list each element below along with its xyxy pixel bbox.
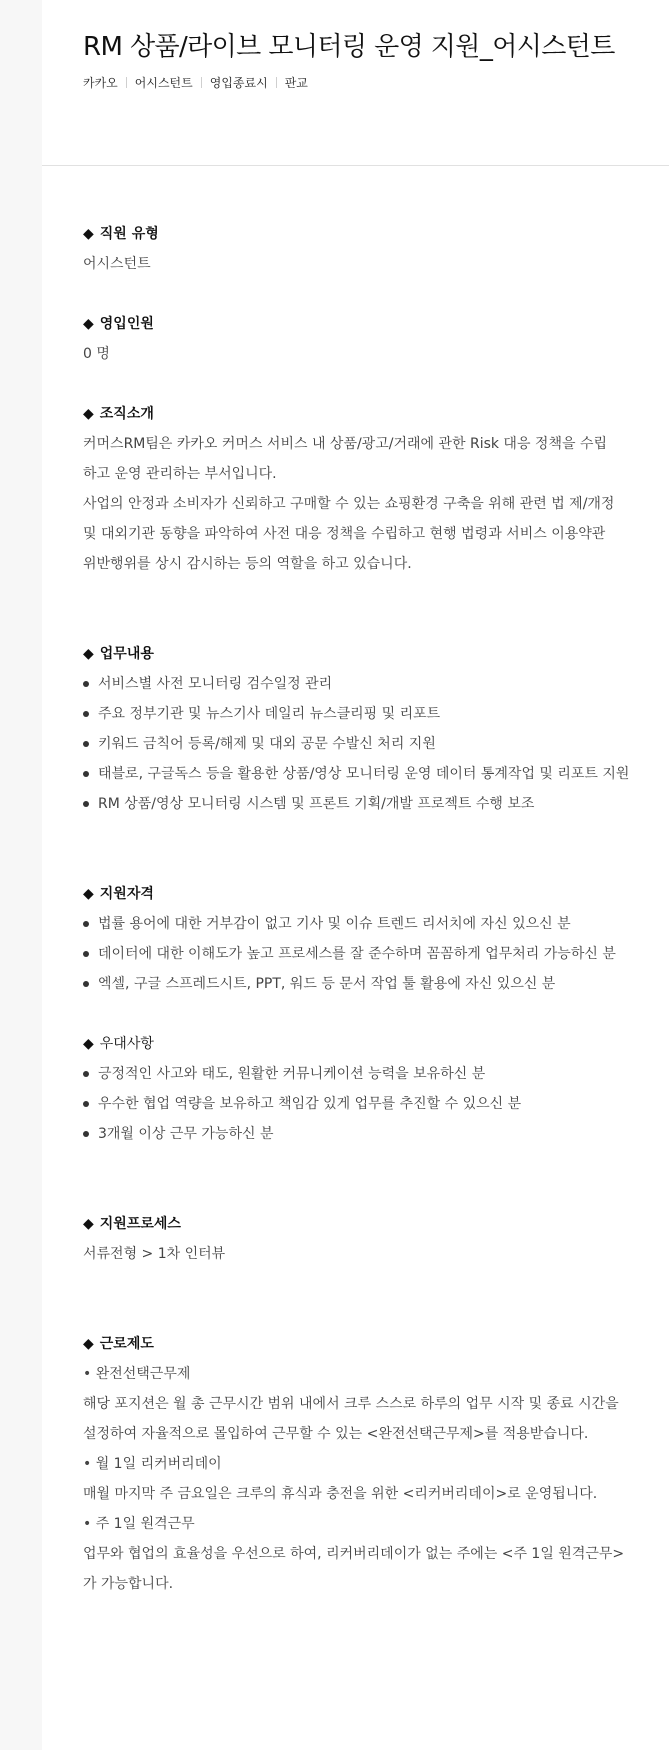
list-item: 엑셀, 구글 스프레드시트, PPT, 워드 등 문서 작업 툴 활용에 자신 있으신 분	[83, 969, 639, 999]
list-item: 태블로, 구글독스 등을 활용한 상품/영상 모니터링 운영 데이터 통계작업 및 리포트 지원	[83, 759, 639, 789]
section-title: ◆ 우대사항	[83, 1036, 154, 1052]
list-item: 우수한 협업 역량을 보유하고 책임감 있게 업무를 추진할 수 있으신 분	[83, 1089, 639, 1119]
headcount-value: 0 명	[83, 346, 110, 362]
org-intro-line: 커머스RM팀은 카카오 커머스 서비스 내 상품/광고/거래에 관한 Risk 대응 정책을 수립	[83, 436, 608, 452]
diamond-icon: ◆	[83, 1036, 94, 1052]
org-intro-line: 사업의 안정과 소비자가 신뢰하고 구매할 수 있는 쇼핑환경 구축을 위해 관련 법 제/개정	[83, 496, 615, 512]
job-description	[42, 166, 669, 1599]
deadline-tag: 영입종료시	[209, 76, 268, 90]
diamond-icon: ◆	[83, 226, 94, 242]
section-org-intro	[83, 399, 639, 579]
section-title: ◆ 업무내용	[83, 646, 154, 662]
list-item: 키워드 금칙어 등록/해제 및 대외 공문 수발신 처리 지원	[83, 729, 639, 759]
section-title: ◆ 직원 유형	[83, 226, 159, 242]
diamond-icon: ◆	[83, 1216, 94, 1232]
org-intro-line: 위반행위를 상시 감시하는 등의 역할을 하고 있습니다.	[83, 556, 412, 572]
list-item: 데이터에 대한 이해도가 높고 프로세스를 잘 준수하며 꼼꼼하게 업무처리 가능하신 분	[83, 939, 639, 969]
diamond-icon: ◆	[83, 406, 94, 422]
meta-divider	[276, 77, 277, 88]
section-employment-type	[83, 219, 639, 279]
section-title: ◆ 지원자격	[83, 886, 154, 902]
job-type-tag: 어시스턴트	[134, 76, 193, 90]
section-work-system	[83, 1329, 639, 1599]
job-title: RM 상품/라이브 모니터링 운영 지원_어시스턴트	[83, 32, 615, 62]
process-value: 서류전형 > 1차 인터뷰	[83, 1246, 226, 1262]
diamond-icon: ◆	[83, 646, 94, 662]
list-item: RM 상품/영상 모니터링 시스템 및 프론트 기획/개발 프로젝트 수행 보조	[83, 789, 639, 819]
work-system-line: 해당 포지션은 월 총 근무시간 범위 내에서 크루 스스로 하루의 업무 시작 및 종료 시간을	[83, 1396, 619, 1412]
diamond-icon: ◆	[83, 886, 94, 902]
list-item: 법률 용어에 대한 거부감이 없고 기사 및 이슈 트렌드 리서치에 자신 있으신 분	[83, 909, 639, 939]
qualifications-list	[83, 909, 639, 999]
meta-divider	[126, 77, 127, 88]
work-system-line: • 주 1일 원격근무	[83, 1516, 195, 1532]
work-system-line: 업무와 협업의 효율성을 우선으로 하여, 리커버리데이가 없는 주에는 <주 1일 원격근무>	[83, 1546, 625, 1562]
duties-list	[83, 669, 639, 819]
section-qualifications	[83, 879, 639, 999]
preferred-list	[83, 1059, 639, 1149]
org-intro-line: 하고 운영 관리하는 부서입니다.	[83, 466, 277, 482]
list-item: 긍정적인 사고와 태도, 원활한 커뮤니케이션 능력을 보유하신 분	[83, 1059, 639, 1089]
section-title: ◆ 영입인원	[83, 316, 154, 332]
employment-type-value: 어시스턴트	[83, 256, 151, 272]
location-tag: 판교	[284, 76, 308, 90]
work-system-line: 매월 마지막 주 금요일은 크루의 휴식과 충전을 위한 <리커버리데이>로 운영됩니다.	[83, 1486, 598, 1502]
job-detail-page	[42, 0, 669, 1750]
company-tag: 카카오	[83, 76, 118, 90]
section-title: ◆ 조직소개	[83, 406, 154, 422]
diamond-icon: ◆	[83, 316, 94, 332]
job-header	[42, 0, 669, 166]
diamond-icon: ◆	[83, 1336, 94, 1352]
job-meta	[83, 74, 669, 91]
work-system-line: • 완전선택근무제	[83, 1366, 191, 1382]
work-system-line: • 월 1일 리커버리데이	[83, 1456, 222, 1472]
list-item: 주요 정부기관 및 뉴스기사 데일리 뉴스클리핑 및 리포트	[83, 699, 639, 729]
list-item: 서비스별 사전 모니터링 검수일정 관리	[83, 669, 639, 699]
meta-divider	[201, 77, 202, 88]
section-title: ◆ 근로제도	[83, 1336, 154, 1352]
section-headcount	[83, 309, 639, 369]
list-item: 3개월 이상 근무 가능하신 분	[83, 1119, 639, 1149]
work-system-line: 설정하여 자율적으로 몰입하여 근무할 수 있는 <완전선택근무제>를 적용받습니다.	[83, 1426, 589, 1442]
section-process	[83, 1209, 639, 1269]
section-duties	[83, 639, 639, 819]
section-preferred	[83, 1029, 639, 1149]
section-title: ◆ 지원프로세스	[83, 1216, 181, 1232]
org-intro-line: 및 대외기관 동향을 파악하여 사전 대응 정책을 수립하고 현행 법령과 서비스 이용약관	[83, 526, 606, 542]
work-system-line: 가 가능합니다.	[83, 1576, 174, 1592]
